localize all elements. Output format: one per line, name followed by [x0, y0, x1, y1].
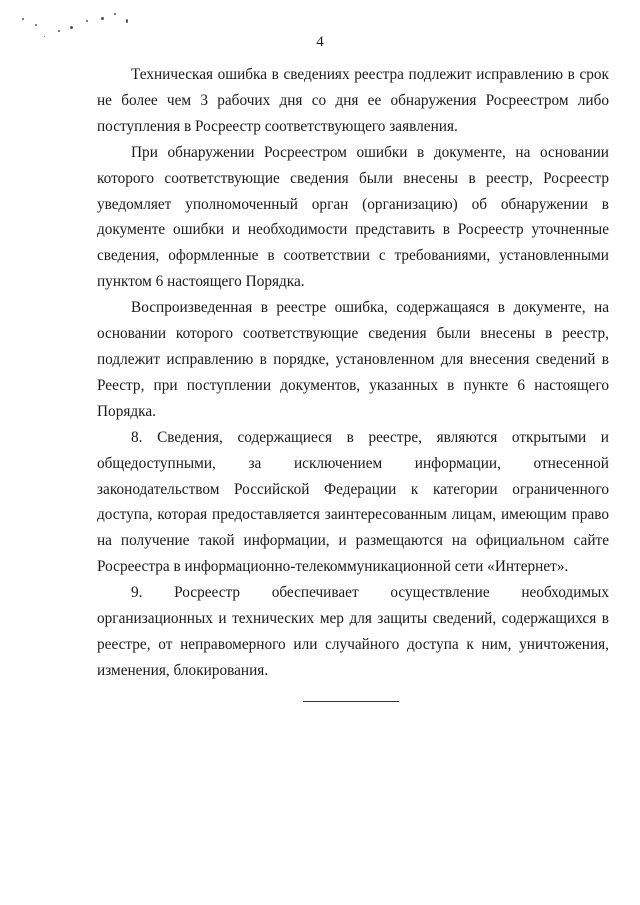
paragraph-item-9: 9. Росреестр обеспечивает осуществление необходимых организационных и технических мер для защиты сведений, содержащихся в реестре, от неправомерного или случайного доступа к ним, уничтожения, изменения, блокирования. — [97, 584, 609, 679]
scan-noise — [0, 0, 160, 60]
paragraph-document-error: При обнаружении Росреестром ошибки в документе, на основании которого соответствующие сведения были внесены в реестр, Росреестр уведомляет уполномоченный орган (организацию) об обнаружении в документе ошибки и необходимости представить в Росреестр уточненные сведения, оформленные в соответствии с требованиями, установленными пунктом 6 настоящего Порядка. — [97, 143, 609, 291]
paragraph-item-8: 8. Сведения, содержащиеся в реестре, являются открытыми и общедоступными, за исключением информации, отнесенной законодательством Российской Федерации к категории ограниченного доступа, которая предоставляется заинтересованным лицам, имеющим право на получение такой информации, и размещаются на официальном сайте Росреестра в информационно-телекоммуникационной сети «Интернет». — [97, 428, 609, 576]
paragraph-reproduced-error: Воспроизведенная в реестре ошибка, содержащаяся в документе, на основании которого соответствующие сведения были внесены в реестр, подлежит исправлению в порядке, установленном для внесения сведений в Реестр, при поступлении документов, указанных в пункте 6 настоящего Порядка. — [97, 299, 609, 420]
page-number: 4 — [316, 34, 324, 50]
paragraph-technical-error: Техническая ошибка в сведениях реестра подлежит исправлению в срок не более чем 3 рабочих дня со дня ее обнаружения Росреестром либо поступления в Росреестр соответствующего заявления. — [97, 66, 609, 135]
end-of-text-rule — [303, 701, 399, 702]
document-body — [97, 62, 609, 684]
